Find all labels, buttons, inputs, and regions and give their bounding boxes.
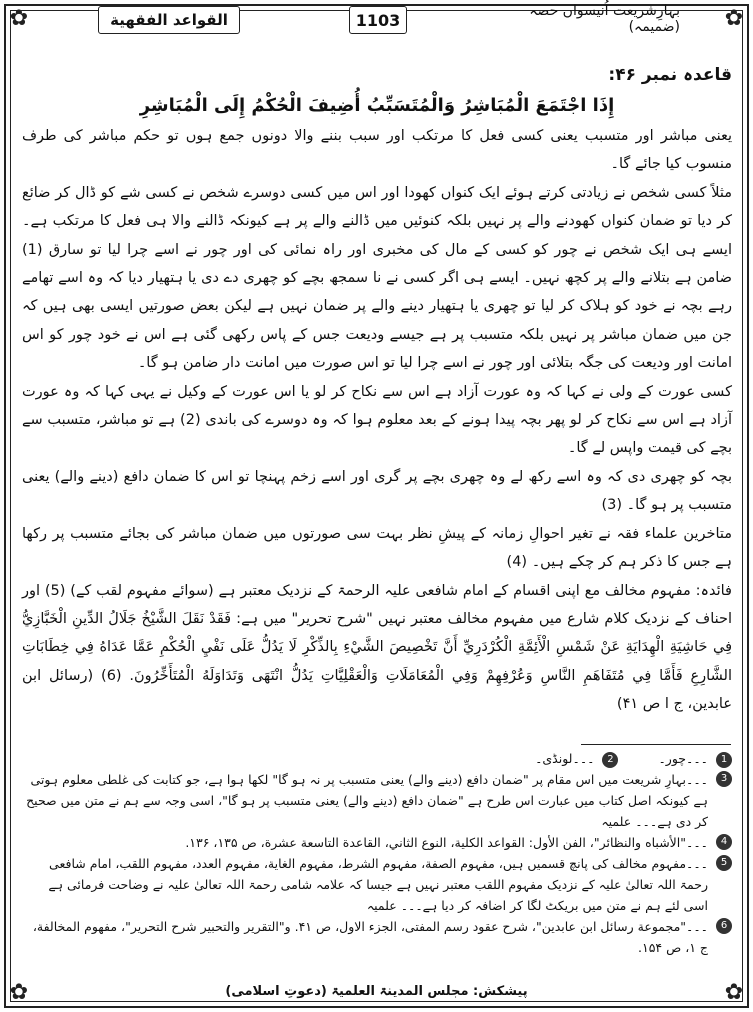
footnote	[22, 769, 732, 832]
paragraph: فائدہ: مفہوم مخالف مع اپنی اقسام کے امام شافعی علیہ الرحمۃ کے نزدیک معتبر ہے (سوائے مفہوم لقب کے) (5) اور احناف کے نزدیک کلام شارع میں مفہوم مخالف معتبر نہیں "شرح تحریر" میں ہے: فَقَدْ نَقَلَ الشَّيْخُ جَلَالُ الدِّينِ الْخَبَّازِيُّ فِي حَاشِيَةِ الْهِدَايَةِ عَنْ شَمْسِ الْأَئِمَّةِ الْكُرْدَرِيِّ أَنَّ تَخْصِيصَ الشَّيْءِ بِالذِّكْرِ لَا يَدُلُّ عَلَى نَفْيِ الْحُكْمِ عَمَّا عَدَاهُ فِي خِطَابَاتِ الشَّارِعِ فَأَمَّا فِي مُتَفَاهَمِ النَّاسِ وَعُرْفِهِمْ وَفِي الْمُعَامَلَاتِ وَالْعَقْلِيَّاتِ يَدُلُّ انْتَهَى وَتَدَاوَلَهُ الْمُتَأَخِّرُونَ. (6) (رسائل ابن عابدین، ج ا ص ۴۱)	[22, 582, 732, 713]
publisher-footer	[0, 984, 753, 999]
paragraph: متاخرین علماء فقہ نے تغیر احوالِ زمانہ کے پیشِ نظر بہت سی صورتوں میں ضمان مباشر کی بجائے متسبب پر رکھا ہے جس کا ذکر ہم کر چکے ہیں۔ (4)	[22, 525, 732, 571]
footnotes	[22, 748, 732, 958]
footnote-text: ۔۔۔چور۔	[658, 751, 708, 766]
ornament-corner-icon: ✿	[9, 6, 29, 31]
footnote	[22, 832, 732, 853]
footnote-number: 5	[716, 855, 732, 871]
footnote	[535, 748, 618, 769]
ornament-corner-icon: ✿	[724, 6, 744, 31]
footnote	[658, 748, 732, 769]
paragraph: بچہ کو چھری دی کہ وہ اسے رکھ لے وہ چھری بچے پر گری اور اسے زخم پہنچا تو اس کا ضمان دافع (دینے والے) یعنی متسبب پر ہو گا۔ (3)	[22, 468, 732, 514]
footnote-divider	[581, 744, 731, 745]
chapter-title-box: القواعد الفقهية	[98, 6, 240, 34]
paragraph: مثلاً کسی شخص نے زیادتی کرتے ہوئے ایک کنواں کھودا اور اس میں کسی دوسرے شخص نے کسی شے کو ڈال کر ضائع کر دیا تو ضمان کنواں کھودنے والے پر نہیں بلکہ کنوئیں میں ڈالنے والے پر ہے کیونکہ ڈالنے والا ہی فعل کا مرتکب ہے۔ ایسے ہی ایک شخص نے چور کو کسی کے مال کی مخبری اور راہ نمائی کی اور چور نے اسے چرا لیا تو سارق (1) ضامن ہے بتلانے والے پر کچھ نہیں۔ ایسے ہی اگر کسی نے نا سمجھ بچے کو چھری دے دی یا ہتھیار دیا کہ وہ اسے تھامے رہے بچہ نے خود کو ہلاک کر لیا تو چھری یا ہتھیار دینے والے پر ضمان نہیں ہے لیکن بعض صورتیں ایسی بھی ہیں کہ جن میں ضمان مباشر پر نہیں بلکہ متسبب پر ہے جیسے ودیعت جس کے پاس رکھی گئی ہے اس نے خود چور کو اس امانت اور ودیعت کی جگہ بتلائی اور چور نے اسے چرا لیا تو اس صورت میں امانت دار ضامن ہو گا۔	[22, 184, 732, 372]
footnote-text: ۔۔۔"الأشباه والنظائر"، الفن الأول: القواعد الكلية، النوع الثاني، القاعدة التاسعة عشرة، ص ۱۳۵، ۱۳۶.	[185, 835, 708, 850]
footnote-number: 4	[716, 834, 732, 850]
footnote-number: 6	[716, 918, 732, 934]
ornament-corner-icon: ✿	[9, 980, 29, 1005]
footnote	[22, 916, 732, 958]
book-title: بہارِشریعت اُنیسواں حصہ (ضمیمہ)	[529, 3, 680, 35]
ornament-corner-icon: ✿	[724, 980, 744, 1005]
footnote-text: ۔۔۔لونڈی۔	[535, 751, 595, 766]
footnote-number: 2	[602, 752, 618, 768]
footnote-text: ۔۔۔مفہوم مخالف کی پانچ قسمیں ہیں، مفہوم الصفة، مفہوم الشرط، مفہوم الغاية، مفہوم العدد، مفہوم اللقب، امام شافعی رحمۃ اللہ تعالیٰ علیہ کے نزدیک مفہوم اللقب معتبر نہیں ہے جیسا کہ علامہ شامی رحمۃ اللہ تعالیٰ علیہ نے وضاحت فرمائی ہے اسی لئے ہم نے متن میں بریکٹ لگا کر اضافہ کر دیا ہے۔۔۔ علمیہ	[48, 856, 708, 913]
footnote-text: ۔۔۔بہارِ شریعت میں اس مقام پر "ضمان دافع (دینے والے) یعنی متسبب پر نہ ہو گا" لکھا ہوا ہے، جو کتابت کی غلطی معلوم ہوتی ہے کیونکہ اصل کتاب میں عبارت اس طرح ہے "ضمان دافع (دینے والے) یعنی متسبب پر ہو گا"، اسی وجہ سے ہم نے متن میں صحیح کر دی ہے۔۔۔ علمیہ	[26, 772, 708, 829]
paragraph: کسی عورت کے ولی نے کہا کہ وہ عورت آزاد ہے اس سے نکاح کر لو یا اس عورت کے وکیل نے یہی کہا کہ وہ عورت آزاد ہے اس سے نکاح کر لو پھر بچہ پیدا ہونے کے بعد معلوم ہوا کہ وہ دوسرے کی باندی (2) ہے تو مباشر، متسبب سے بچے کی قیمت واپس لے گا۔	[22, 383, 732, 457]
rule-arabic-maxim: إِذَا اجْتَمَعَ الْمُبَاشِرُ وَالْمُتَسَبِّبُ أُضِيفَ الْحُكْمُ إِلَى الْمُبَاشِرِ	[139, 95, 615, 116]
publisher-text: پیشکش: مجلس المدینۃ العلمیۃ (دعوتِ اسلامی)	[215, 984, 537, 999]
rule-title: قاعدہ نمبر ۴۶:	[608, 65, 732, 85]
footnote	[22, 853, 732, 916]
main-content	[22, 60, 732, 719]
footnote-number: 1	[716, 752, 732, 768]
footnote-number: 3	[716, 771, 732, 787]
footnote-text: ۔۔۔"مجموعة رسائل ابن عابدين"، شرح عقود رسم المفتی، الجزء الاول، ص ۴۱. و"التقرير والتحبير شرح التحرير"، مفهوم المخالفة، ج ۱، ص ۱۵۴.	[32, 919, 708, 955]
footnote-row	[22, 748, 732, 769]
paragraph: یعنی مباشر اور متسبب یعنی کسی فعل کا مرتکب اور سبب بننے والا دونوں جمع ہوں تو حکم مباشر کی طرف منسوب کیا جائے گا۔	[22, 128, 732, 173]
page-number: 1103	[349, 6, 407, 34]
